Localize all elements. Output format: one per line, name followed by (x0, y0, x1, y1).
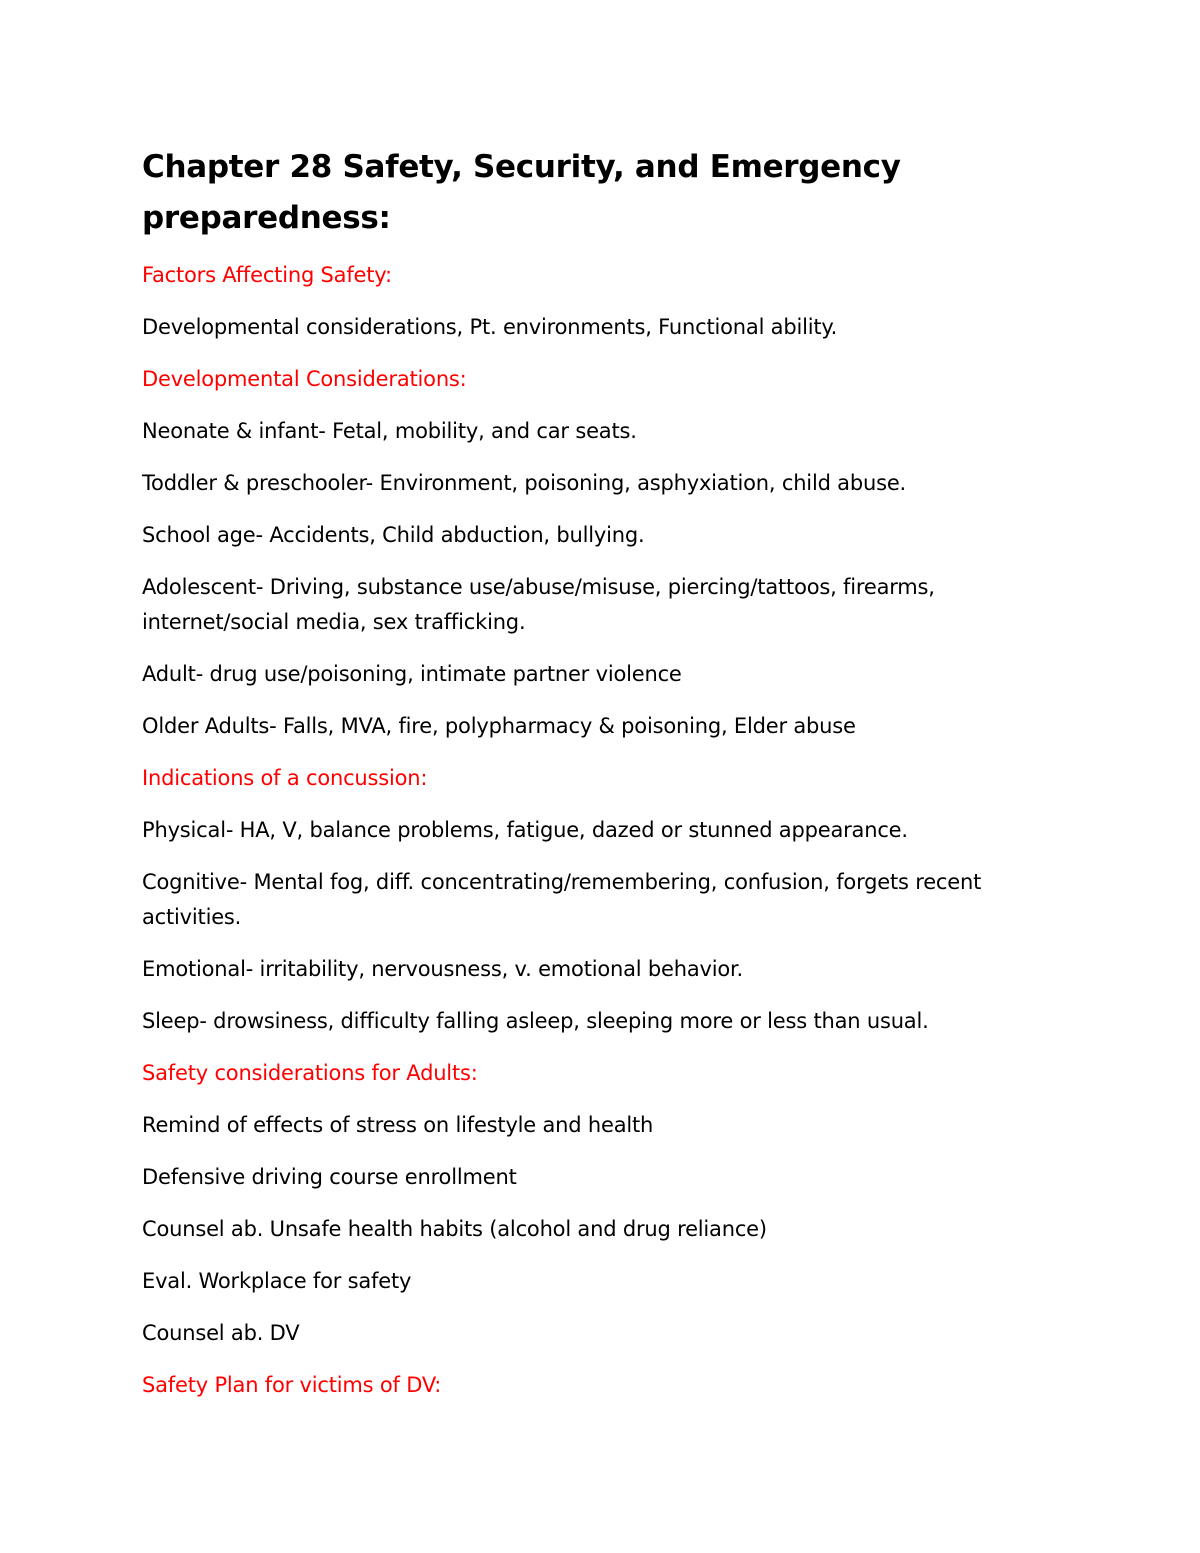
section-heading: Developmental Considerations: (142, 367, 467, 391)
paragraph: Neonate & infant- Fetal, mobility, and car seats. (142, 419, 637, 443)
section-heading: Indications of a concussion: (142, 766, 428, 790)
paragraph: Remind of effects of stress on lifestyle and health (142, 1113, 654, 1137)
paragraph: Older Adults- Falls, MVA, fire, polypharmacy & poisoning, Elder abuse (142, 714, 856, 738)
page-title: Chapter 28 Safety, Security, and Emergency preparedness: (142, 149, 901, 236)
paragraph: Toddler & preschooler- Environment, poisoning, asphyxiation, child abuse. (142, 471, 907, 495)
paragraph: Sleep- drowsiness, difficulty falling asleep, sleeping more or less than usual. (142, 1009, 929, 1033)
document-body (142, 142, 1082, 1420)
paragraph: Defensive driving course enrollment (142, 1165, 517, 1189)
paragraph: Physical- HA, V, balance problems, fatigue, dazed or stunned appearance. (142, 818, 908, 842)
paragraph: Developmental considerations, Pt. environments, Functional ability. (142, 315, 838, 339)
paragraph: Counsel ab. DV (142, 1321, 300, 1345)
paragraph: Adult- drug use/poisoning, intimate partner violence (142, 662, 682, 686)
paragraph: School age- Accidents, Child abduction, bullying. (142, 523, 645, 547)
paragraph: Counsel ab. Unsafe health habits (alcohol and drug reliance) (142, 1217, 767, 1241)
section-heading: Factors Affecting Safety: (142, 263, 392, 287)
paragraph: Cognitive- Mental fog, diff. concentrating/remembering, confusion, forgets recent activities. (142, 870, 982, 929)
paragraph: Eval. Workplace for safety (142, 1269, 412, 1293)
section-heading: Safety considerations for Adults: (142, 1061, 478, 1085)
paragraph: Emotional- irritability, nervousness, v. emotional behavior. (142, 957, 744, 981)
paragraph: Adolescent- Driving, substance use/abuse/misuse, piercing/tattoos, firearms, internet/social media, sex trafficking. (142, 575, 935, 634)
section-heading: Safety Plan for victims of DV: (142, 1373, 442, 1397)
